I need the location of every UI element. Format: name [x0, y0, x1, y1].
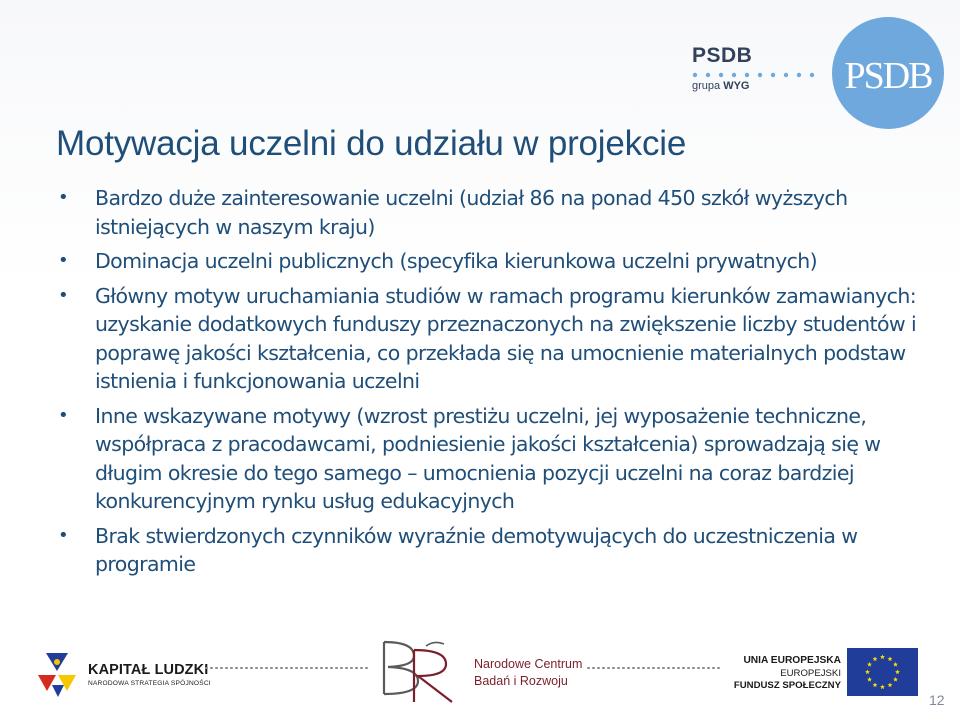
kapital-ludzki-logo: [32, 645, 82, 701]
psdb-name: PSDB: [692, 44, 753, 67]
bullet-item: [58, 247, 918, 276]
bullet-dot: •: [58, 284, 69, 306]
bullet-item: [58, 522, 918, 579]
ncbr-line2: Badań i Rozwoju: [474, 674, 568, 688]
bullet-text: Główny motyw uruchamiania studiów w ramach programu kierunków zamawianych: uzyskanie dodatkowych funduszy przeznaczonych na zwiększenie liczby studentów i poprawę jakości kształcenia, co przekłada się na umocnienie materialnych podstaw istnienia i funkcjonowania uczelni: [95, 283, 917, 393]
bullet-list: [58, 184, 918, 585]
eu-line2: EUROPEJSKI: [780, 667, 841, 679]
bullet-item: [58, 282, 918, 396]
bullet-dot: •: [58, 187, 69, 208]
psdb-group: [692, 80, 749, 92]
psdb-circle-logo: [831, 16, 945, 130]
eu-line3: FUNDUSZ SPOŁECZNY: [733, 680, 841, 691]
footer-dotted-separator: [586, 666, 722, 670]
bullet-text: Brak stwierdzonych czynników wyraźnie demotywujących do uczestniczenia w programie: [95, 523, 858, 576]
page-number: 12: [929, 692, 945, 708]
bullet-dot: •: [58, 404, 69, 426]
footer-dotted-separator: [204, 666, 372, 670]
bullet-item: [58, 184, 918, 241]
psdb-wordmark: [692, 44, 802, 92]
ncbr-name: [474, 656, 582, 690]
kapital-ludzki-subtitle: NARODOWA STRATEGIA SPÓJNOŚCI: [88, 680, 211, 687]
slide-title: Motywacja uczelni do udziału w projekcie: [56, 124, 687, 163]
psdb-group-prefix: grupa: [692, 80, 721, 92]
eu-flag-icon: [847, 648, 918, 696]
bullet-text: Bardzo duże zainteresowanie uczelni (udział 86 na ponad 450 szkół wyższych istniejących w naszym kraju): [95, 186, 848, 239]
eu-line1: UNIA EUROPEJSKA: [743, 655, 841, 666]
bullet-text: Inne wskazywane motywy (wzrost prestiżu uczelni, jej wyposażenie techniczne, współpraca z pracodawcami, podniesienie jakości kształcenia) sprowadzają się w długim okresie do tego samego – umocnienia pozycji uczelni na coraz bardziej konkurencyjnym rynku usług edukacyjnych: [95, 403, 881, 513]
bullet-text: Dominacja uczelni publicznych (specyfika kierunkowa uczelni prywatnych): [95, 249, 818, 273]
psdb-circle-text: PSDB: [844, 55, 932, 97]
psdb-dots-decoration: [692, 71, 822, 79]
bullet-dot: •: [58, 250, 69, 271]
eu-fund-text: [726, 655, 841, 693]
bullet-item: [58, 402, 918, 516]
ncbr-line1: Narodowe Centrum: [474, 657, 583, 671]
bullet-dot: •: [58, 524, 69, 546]
kapital-ludzki-title: KAPITAŁ LUDZKI: [88, 662, 209, 678]
ncbr-logo: [374, 636, 470, 708]
psdb-group-name: WYG: [723, 80, 750, 92]
